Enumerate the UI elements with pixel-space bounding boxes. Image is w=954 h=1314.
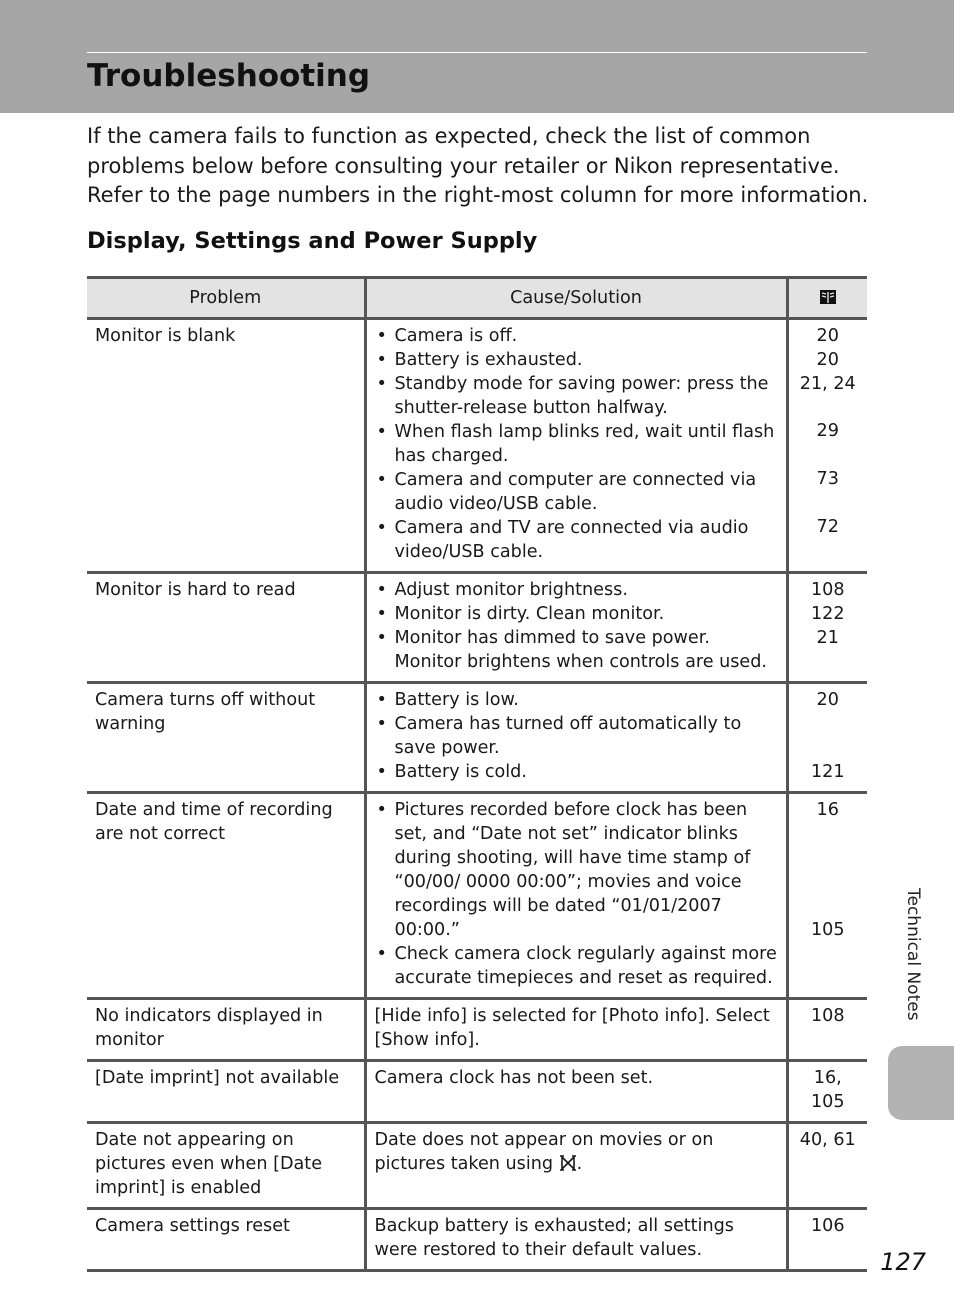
solution-item: • Pictures recorded before clock has been set, and “Date not set” indicator blinks during shooting, will have time stamp of “00/00/ 0000 00:00”; movies and voice recordings will be dated “01/01/2007 00:00.” (375, 798, 778, 942)
page-cell (787, 1123, 867, 1209)
solution-suffix: . (576, 1154, 583, 1174)
page-ref: 16, (813, 1068, 842, 1088)
page-ref: 106 (810, 1216, 845, 1236)
solution-item: • Check camera clock regularly against more accurate timepieces and reset as required. (375, 942, 778, 990)
page-number: 127 (880, 1248, 926, 1276)
page-ref (791, 712, 866, 760)
problem-cell: Camera settings reset (87, 1209, 365, 1271)
page-ref: 108 (810, 580, 845, 600)
header-rule (87, 52, 867, 53)
page-ref: 121 (810, 762, 845, 782)
header-page-reference (787, 278, 867, 319)
side-tab (888, 1046, 954, 1120)
page-ref: 16 (816, 800, 839, 820)
solution-item: • Camera has turned off automatically to save power. (375, 712, 778, 760)
page-ref: 40, 61 (799, 1130, 856, 1150)
page-ref: 21, 24 (799, 374, 856, 394)
table-row (87, 1061, 867, 1123)
page-ref: 20 (816, 350, 839, 370)
page-cell (787, 683, 867, 793)
solution-item: • Camera is off. (375, 324, 778, 348)
table-row (87, 319, 867, 573)
problem-cell: Monitor is hard to read (87, 573, 365, 683)
solution-cell (365, 319, 787, 573)
solution-item: • Camera and computer are connected via audio video/USB cable. (375, 468, 778, 516)
page-ref: 122 (810, 604, 845, 624)
troubleshooting-table (87, 276, 867, 1272)
intro-paragraph: If the camera fails to function as expected, check the list of common problems below before consulting your retailer or Nikon representative. Refer to the page numbers in the right-most column for more information. (87, 124, 869, 207)
header-band (0, 0, 954, 113)
solution-cell (365, 683, 787, 793)
page-ref: 20 (816, 326, 839, 346)
table-row (87, 999, 867, 1061)
solution-cell: Backup battery is exhausted; all settings were restored to their default values. (365, 1209, 787, 1271)
problem-cell: Camera turns off without warning (87, 683, 365, 793)
book-icon (819, 289, 837, 305)
solution-item: • Standby mode for saving power: press the shutter-release button halfway. (375, 372, 778, 420)
header-problem: Problem (87, 278, 365, 319)
table-row (87, 1209, 867, 1271)
problem-cell: Monitor is blank (87, 319, 365, 573)
table-header-row (87, 278, 867, 319)
page-cell (787, 1209, 867, 1271)
page-title: Troubleshooting (87, 58, 371, 94)
table-row (87, 683, 867, 793)
solution-item: • Adjust monitor brightness. (375, 578, 778, 602)
page-ref: 73 (816, 469, 839, 489)
solution-item: • Battery is low. (375, 688, 778, 712)
side-tab-label: Technical Notes (903, 888, 923, 1021)
page-ref: 108 (810, 1006, 845, 1026)
problem-cell: Date and time of recording are not correct (87, 793, 365, 999)
page-ref: 29 (816, 421, 839, 441)
solution-item: • Battery is exhausted. (375, 348, 778, 372)
page-ref: 105 (810, 1092, 845, 1112)
page-cell (787, 319, 867, 573)
page-ref: 105 (810, 920, 845, 940)
table-row (87, 793, 867, 999)
solution-cell: Camera clock has not been set. (365, 1061, 787, 1123)
problem-cell: No indicators displayed in monitor (87, 999, 365, 1061)
problem-cell: Date not appearing on pictures even when [Date imprint] is enabled (87, 1123, 365, 1209)
solution-cell (365, 1123, 787, 1209)
solution-cell (365, 793, 787, 999)
header-cause-solution: Cause/Solution (365, 278, 787, 319)
page-ref: 21 (816, 628, 839, 648)
page-cell (787, 1061, 867, 1123)
solution-item: • Camera and TV are connected via audio video/USB cable. (375, 516, 778, 564)
solution-item: • Monitor is dirty. Clean monitor. (375, 602, 778, 626)
solution-item: • Battery is cold. (375, 760, 778, 784)
bracket-icon (559, 1155, 577, 1171)
page-cell (787, 573, 867, 683)
table-row (87, 1123, 867, 1209)
section-title: Display, Settings and Power Supply (87, 228, 538, 254)
page-cell (787, 999, 867, 1061)
table-row (87, 573, 867, 683)
solution-cell: [Hide info] is selected for [Photo info]. Select [Show info]. (365, 999, 787, 1061)
page-cell (787, 793, 867, 999)
problem-cell: [Date imprint] not available (87, 1061, 365, 1123)
solution-item: • When flash lamp blinks red, wait until flash has charged. (375, 420, 778, 468)
solution-cell (365, 573, 787, 683)
solution-text: Date does not appear on movies or on pictures taken using (374, 1130, 714, 1174)
page-ref: 72 (816, 517, 839, 537)
solution-item: • Monitor has dimmed to save power. Monitor brightens when controls are used. (375, 626, 778, 674)
page-ref: 20 (816, 690, 839, 710)
